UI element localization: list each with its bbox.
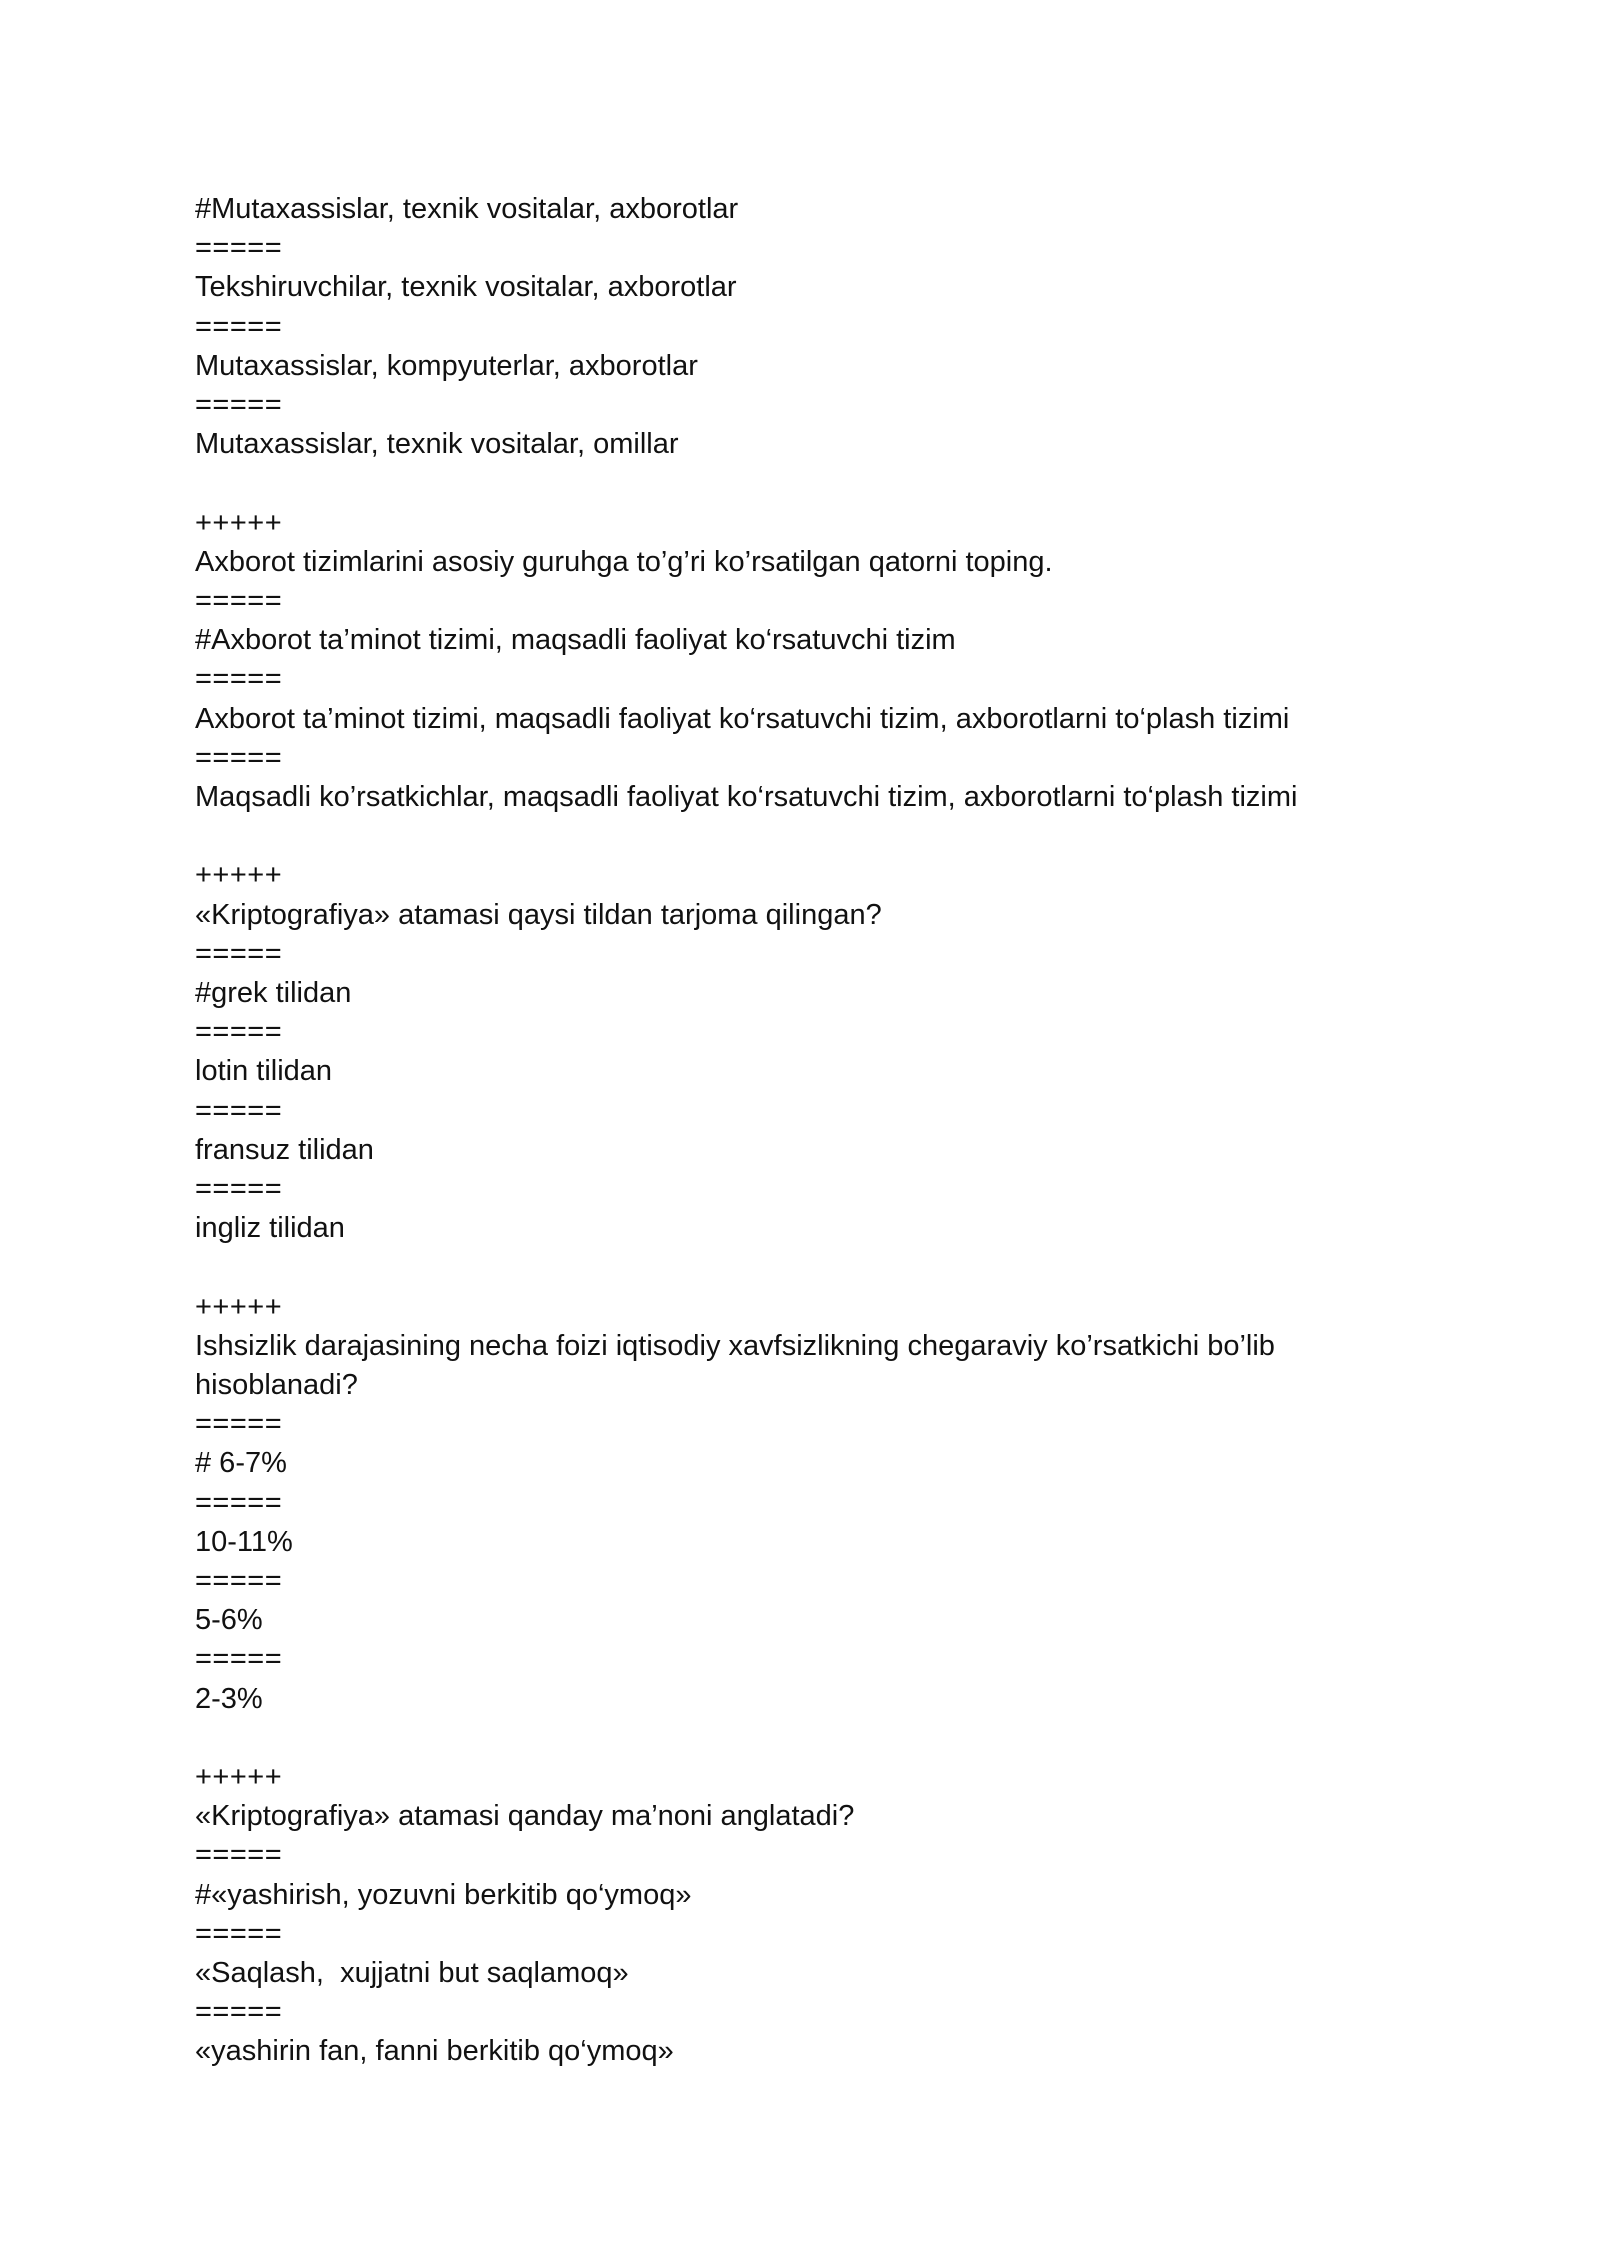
option-separator: ===== — [195, 1408, 283, 1441]
question-block — [195, 504, 1425, 818]
option-separator: ===== — [195, 1839, 283, 1872]
option-text: «Saqlash, xujjatni but saqlamoq» — [195, 1957, 629, 1990]
question-text: «Kriptografiya» atamasi qanday ma’noni anglatadi? — [195, 1800, 855, 1833]
question-marker: +++++ — [195, 1290, 283, 1323]
question-text: «Kriptografiya» atamasi qaysi tildan tarjoma qilingan? — [195, 898, 882, 931]
option-text: #«yashirish, yozuvni berkitib qo‘ymoq» — [195, 1878, 692, 1911]
option-text: 2-3% — [195, 1682, 263, 1715]
option-text: #Mutaxassislar, texnik vositalar, axborotlar — [195, 193, 739, 225]
option-text: Maqsadli ko’rsatkichlar, maqsadli faoliyat ko‘rsatuvchi tizim, axborotlarni to‘plash tizimi — [195, 781, 1298, 814]
option-text: Mutaxassislar, kompyuterlar, axborotlar — [195, 349, 698, 382]
option-separator: ===== — [195, 741, 283, 774]
question-marker: +++++ — [195, 859, 283, 892]
blank-line — [195, 1719, 1425, 1758]
option-separator: ===== — [195, 1016, 283, 1049]
question-marker: +++++ — [195, 506, 283, 539]
option-separator: ===== — [195, 1565, 283, 1598]
option-text: Mutaxassislar, texnik vositalar, omillar — [195, 428, 679, 461]
option-separator: ===== — [195, 1486, 283, 1519]
blank-line — [195, 817, 1425, 856]
option-separator: ===== — [195, 1917, 283, 1950]
blank-line — [195, 1248, 1425, 1287]
option-text: fransuz tilidan — [195, 1133, 374, 1166]
option-text: # 6-7% — [195, 1447, 287, 1480]
option-text: 5-6% — [195, 1604, 263, 1637]
blank-line — [195, 464, 1425, 503]
question-marker: +++++ — [195, 1761, 283, 1794]
option-separator: ===== — [195, 1643, 283, 1676]
option-separator: ===== — [195, 937, 283, 970]
option-separator: ===== — [195, 389, 283, 422]
question-block — [195, 856, 1425, 1248]
option-text: #Axborot ta’minot tizimi, maqsadli faoliyat ko‘rsatuvchi tizim — [195, 624, 956, 657]
question-block — [195, 1758, 1425, 2072]
question-block — [195, 1288, 1425, 1719]
question-block — [195, 190, 1425, 464]
option-separator: ===== — [195, 663, 283, 696]
option-text: Axborot ta’minot tizimi, maqsadli faoliyat ko‘rsatuvchi tizim, axborotlarni to‘plash tizimi — [195, 702, 1290, 735]
option-separator: ===== — [195, 1173, 283, 1206]
option-separator: ===== — [195, 585, 283, 618]
option-separator: ===== — [195, 1996, 283, 2029]
option-text: #grek tilidan — [195, 977, 352, 1010]
option-text: ingliz tilidan — [195, 1212, 345, 1245]
document-page — [195, 190, 1425, 2072]
question-text: Axborot tizimlarini asosiy guruhga to’g’ri ko’rsatilgan qatorni toping. — [195, 545, 1053, 578]
option-separator: ===== — [195, 232, 283, 265]
option-separator: ===== — [195, 310, 283, 343]
option-text: «yashirin fan, fanni berkitib qo‘ymoq» — [195, 2035, 674, 2068]
option-text: Tekshiruvchilar, texnik vositalar, axborotlar — [195, 271, 737, 304]
question-text: Ishsizlik darajasining necha foizi iqtisodiy xavfsizlikning chegaraviy ko’rsatkichi bo’lib hisoblanadi? — [195, 1329, 1284, 1402]
option-text: 10-11% — [195, 1525, 293, 1558]
option-text: lotin tilidan — [195, 1055, 333, 1088]
option-separator: ===== — [195, 1094, 283, 1127]
